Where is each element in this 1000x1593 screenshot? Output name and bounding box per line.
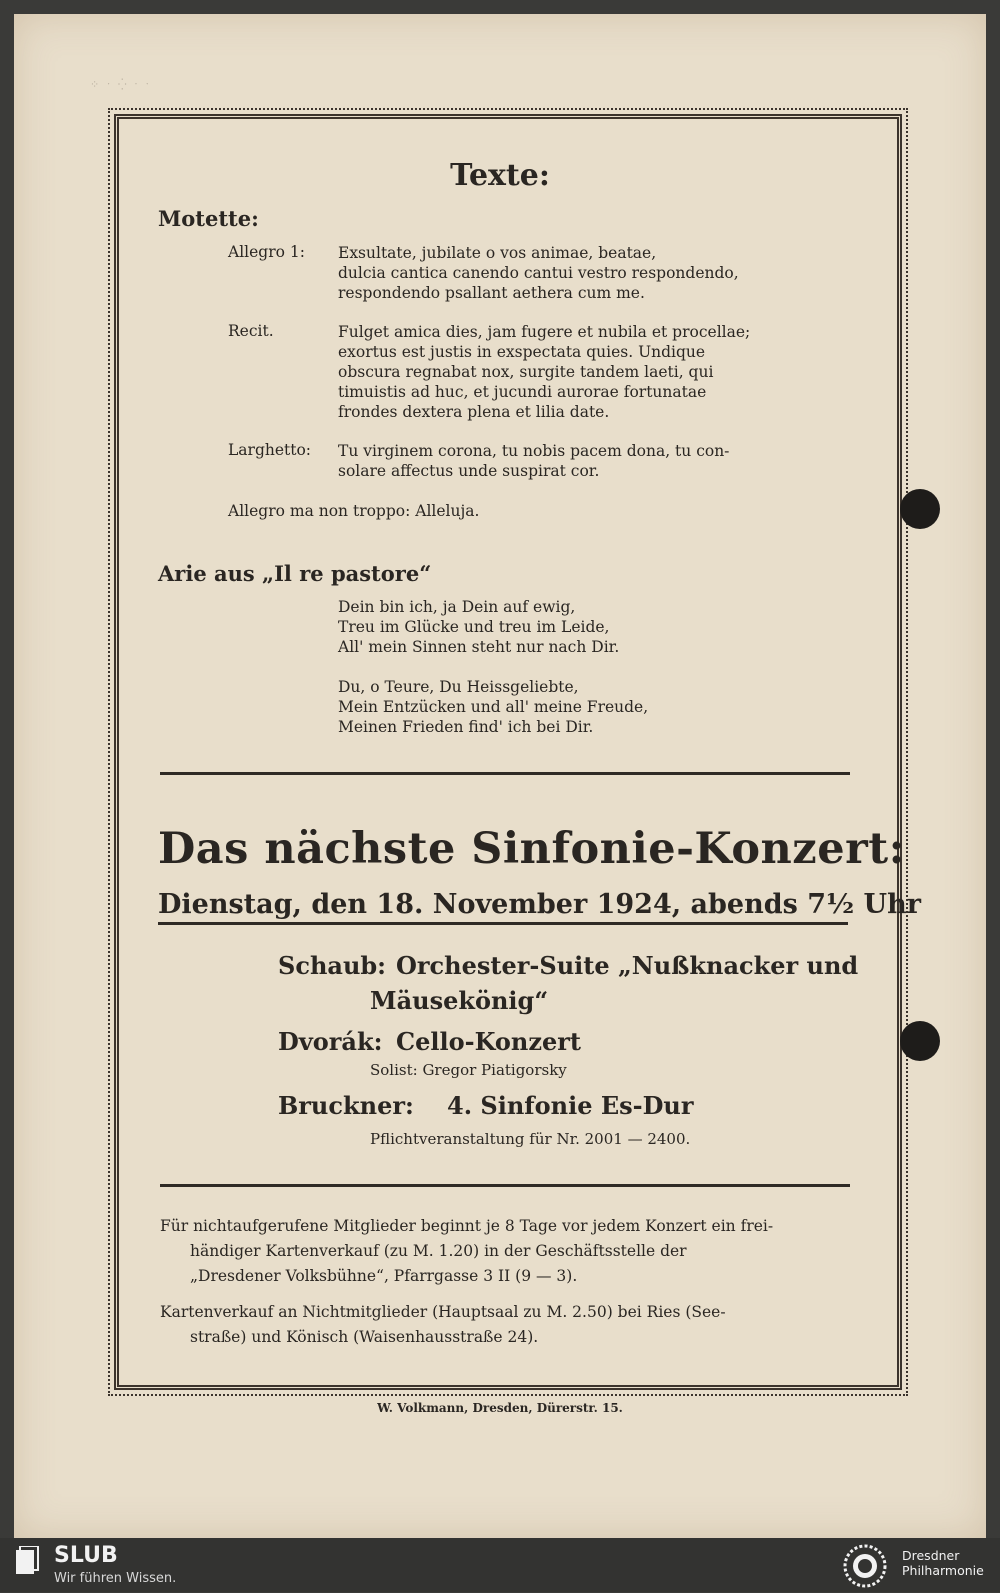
slub-claim: Wir führen Wissen.	[54, 1571, 177, 1586]
motette-label-alleluja: Allegro ma non troppo: Alleluja.	[228, 502, 480, 520]
work-bruckner: 4. Sinfonie Es-Dur	[447, 1091, 694, 1120]
info-line: straße) und Könisch (Waisenhausstraße 24).	[190, 1328, 539, 1346]
text-line: Treu im Glücke und treu im Leide,	[338, 618, 610, 636]
text-line: All' mein Sinnen steht nur nach Dir.	[338, 638, 620, 656]
next-concert-heading: Das nächste Sinfonie-Konzert:	[158, 824, 905, 874]
info-line: Kartenverkauf an Nichtmitglieder (Hauptsaal zu M. 2.50) bei Ries (See-	[160, 1303, 726, 1321]
footer-bar	[0, 1538, 1000, 1592]
text-line: exortus est justis in exspectata quies. Undique	[338, 343, 706, 361]
text-line: obscura regnabat nox, surgite tandem laeti, qui	[338, 363, 714, 381]
text-line: Exsultate, jubilate o vos animae, beatae,	[338, 244, 657, 262]
arie-stanza-1	[338, 597, 788, 657]
punch-hole-bottom	[900, 1021, 940, 1061]
partner-name	[902, 1548, 984, 1578]
info-line: Für nichtaufgerufene Mitglieder beginnt je 8 Tage vor jedem Konzert ein frei-	[160, 1217, 774, 1235]
arie-stanza-2	[338, 677, 788, 737]
work-schaub-line1: Orchester-Suite „Nußknacker und	[396, 951, 859, 980]
text-line: timuistis ad huc, et jucundi aurorae fortunatae	[338, 383, 707, 401]
text-line: Mein Entzücken und all' meine Freude,	[338, 698, 649, 716]
composer-bruckner: Bruckner:	[278, 1091, 414, 1120]
motette-text-allegro	[338, 243, 788, 303]
pencil-marks: ⁘ ˑ ⁛ ˑ ˑ	[90, 78, 152, 91]
text-line: Dein bin ich, ja Dein auf ewig,	[338, 598, 576, 616]
text-line: solare affectus unde suspirat cor.	[338, 462, 600, 480]
text-line: Meinen Frieden find' ich bei Dir.	[338, 718, 594, 736]
text-line: Tu virginem corona, tu nobis pacem dona, tu con-	[338, 442, 730, 460]
texte-heading: Texte:	[450, 158, 550, 193]
text-line: dulcia cantica canendo cantui vestro respondendo,	[338, 264, 739, 282]
text-line: Du, o Teure, Du Heissgeliebte,	[338, 678, 579, 696]
soloist: Solist: Gregor Piatigorsky	[370, 1061, 567, 1079]
motette-label-larghetto: Larghetto:	[228, 441, 312, 459]
composer-dvorak: Dvorák:	[278, 1027, 383, 1056]
partner-name-line1: Dresdner	[902, 1548, 960, 1563]
motette-heading: Motette:	[158, 206, 259, 231]
info-nonmembers	[160, 1300, 850, 1350]
composer-schaub: Schaub:	[278, 951, 387, 980]
concert-date: Dienstag, den 18. November 1924, abends 7½ Uhr	[158, 889, 848, 925]
ornamental-border	[114, 114, 902, 1390]
slub-book-icon	[14, 1546, 40, 1578]
text-line: Fulget amica dies, jam fugere et nubila et procellae;	[338, 323, 751, 341]
info-line: händiger Kartenverkauf (zu M. 1.20) in der Geschäftsstelle der	[190, 1242, 687, 1260]
punch-hole-top	[900, 489, 940, 529]
printer-imprint: W. Volkmann, Dresden, Dürerstr. 15.	[377, 1401, 623, 1415]
motette-label-allegro: Allegro 1:	[228, 243, 305, 261]
text-line: frondes dextera plena et lilia date.	[338, 403, 610, 421]
slub-name: SLUB	[54, 1543, 118, 1568]
divider-rule	[160, 1184, 850, 1187]
motette-text-larghetto	[338, 441, 788, 481]
info-members	[160, 1214, 850, 1289]
divider-rule	[160, 772, 850, 775]
partner-name-line2: Philharmonie	[902, 1563, 984, 1578]
motette-label-recit: Recit.	[228, 322, 274, 340]
attendance-note: Pflichtveranstaltung für Nr. 2001 — 2400.	[370, 1130, 691, 1148]
info-line: „Dresdener Volksbühne“, Pfarrgasse 3 II (9 — 3).	[190, 1267, 578, 1285]
work-dvorak: Cello-Konzert	[396, 1027, 581, 1056]
work-schaub-line2: Mäusekönig“	[370, 986, 549, 1015]
arie-heading: Arie aus „Il re pastore“	[158, 561, 432, 586]
text-line: respondendo psallant aethera cum me.	[338, 284, 645, 302]
philharmonie-logo-icon	[842, 1543, 888, 1589]
motette-text-recit	[338, 322, 788, 422]
